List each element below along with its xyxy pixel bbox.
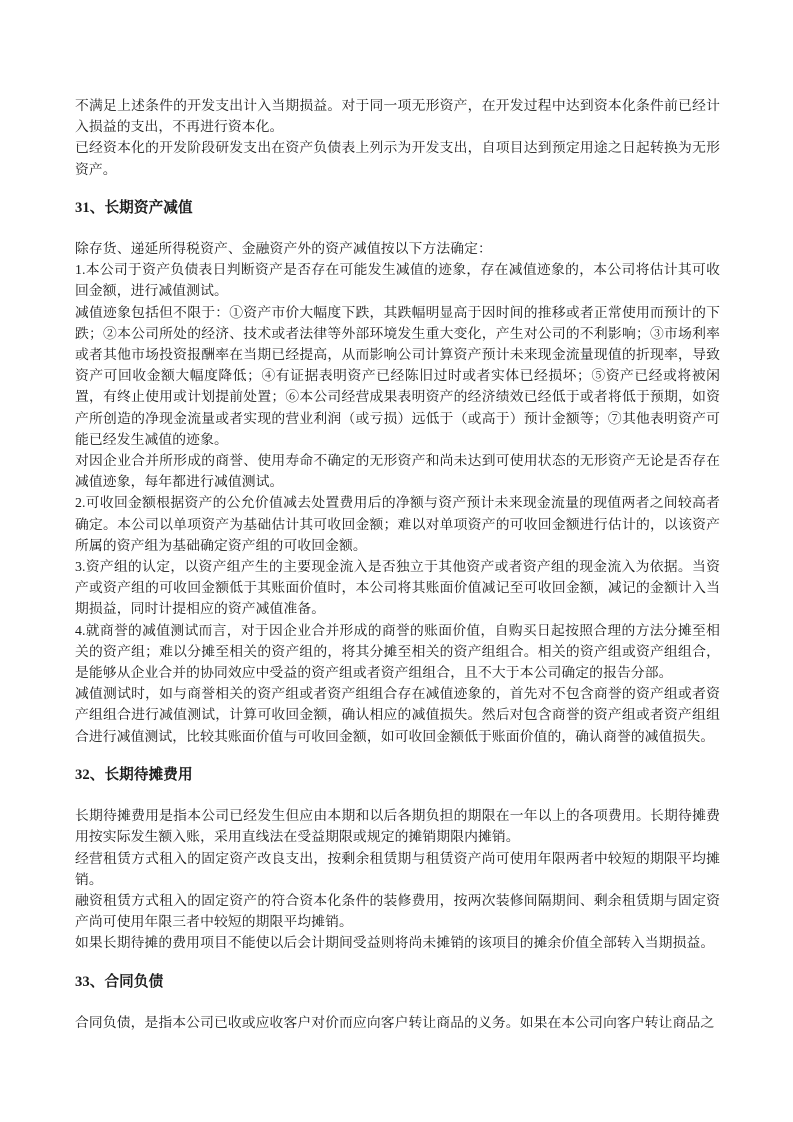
paragraph: 融资租赁方式租入的固定资产的符合资本化条件的装修费用，按两次装修间隔期间、剩余租赁期与固定资产尚可使用年限三者中较短的期限平均摊销。 [75,892,720,930]
paragraph: 不满足上述条件的开发支出计入当期损益。对于同一项无形资产，在开发过程中达到资本化条件前已经计入损益的支出，不再进行资本化。 [75,98,720,135]
paragraph: 合同负债，是指本公司已收或应收客户对价而应向客户转让商品的义务。如果在本公司向客户转让商品之 [75,1014,715,1030]
paragraph: 3.资产组的认定，以资产组产生的主要现金流入是否独立于其他资产或者资产组的现金流入为依据。当资产或资产组的可收回金额低于其账面价值时，本公司将其账面价值减记至可收回金额，减记的金额计入当期损益，同时计提相应的资产减值准备。 [75,559,720,617]
paragraph: 2.可收回金额根据资产的公允价值减去处置费用后的净额与资产预计未来现金流量的现值两者之间较高者确定。本公司以单项资产为基础估计其可收回金额；难以对单项资产的可收回金额进行估计的，以该资产所属的资产组为基础确定资产组的可收回金额。 [75,495,720,553]
paragraph: 对因企业合并所形成的商誉、使用寿命不确定的无形资产和尚未达到可使用状态的无形资产无论是否存在减值迹象，每年都进行减值测试。 [75,453,720,490]
paragraph: 除存货、递延所得税资产、金融资产外的资产减值按以下方法确定： [75,241,492,257]
paragraph: 经营租赁方式租入的固定资产改良支出，按剩余租赁期与租赁资产尚可使用年限两者中较短的期限平均摊销。 [75,850,720,887]
section-heading: 32、长期待摊费用 [75,766,193,783]
section-heading: 31、长期资产减值 [75,199,193,216]
paragraph: 1.本公司于资产负债表日判断资产是否存在可能发生减值的迹象，存在减值迹象的，本公司将估计其可收回金额，进行减值测试。 [75,262,720,299]
paragraph: 减值迹象包括但不限于：①资产市价大幅度下跌，其跌幅明显高于因时间的推移或者正常使用而预计的下跌；②本公司所处的经济、技术或者法律等外部环境发生重大变化，产生对公司的不利影响；③市场利率或者其他市场投资报酬率在当期已经提高，从而影响公司计算资产预计未来现金流量现值的折现率，导致资产可回收金额大幅度降低；④有证据表明资产已经陈旧过时或者实体已经损坏；⑤资产已经或将被闲置，有终止使用或计划提前处置；⑥本公司经营成果表明资产的经济绩效已经低于或者将低于预期，如资产所创造的净现金流量或者实现的营业利润（或亏损）远低于（或高于）预计金额等；⑦其他表明资产可能已经发生减值的迹象。 [75,304,720,447]
paragraph: 长期待摊费用是指本公司已经发生但应由本期和以后各期负担的期限在一年以上的各项费用。长期待摊费用按实际发生额入账，采用直线法在受益期限或规定的摊销期限内摊销。 [75,808,720,845]
paragraph: 已经资本化的开发阶段研发支出在资产负债表上列示为开发支出，自项目达到预定用途之日起转换为无形资产。 [75,140,720,177]
document-body [75,95,720,1033]
paragraph: 如果长期待摊的费用项目不能使以后会计期间受益则将尚未摊销的该项目的摊余价值全部转入当期损益。 [75,935,715,951]
paragraph: 4.就商誉的减值测试而言，对于因企业合并形成的商誉的账面价值，自购买日起按照合理的方法分摊至相关的资产组；难以分摊至相关的资产组的，将其分摊至相关的资产组组合。相关的资产组或资产组组合，是能够从企业合并的协同效应中受益的资产组或者资产组组合，且不大于本公司确定的报告分部。 [75,622,720,681]
section-heading: 33、合同负债 [75,973,164,990]
paragraph: 减值测试时，如与商誉相关的资产组或者资产组组合存在减值迹象的，首先对不包含商誉的资产组或者资产组组合进行减值测试，计算可收回金额，确认相应的减值损失。然后对包含商誉的资产组或者资产组组合进行减值测试，比较其账面价值与可收回金额，如可收回金额低于账面价值的，确认商誉的减值损失。 [75,686,720,744]
